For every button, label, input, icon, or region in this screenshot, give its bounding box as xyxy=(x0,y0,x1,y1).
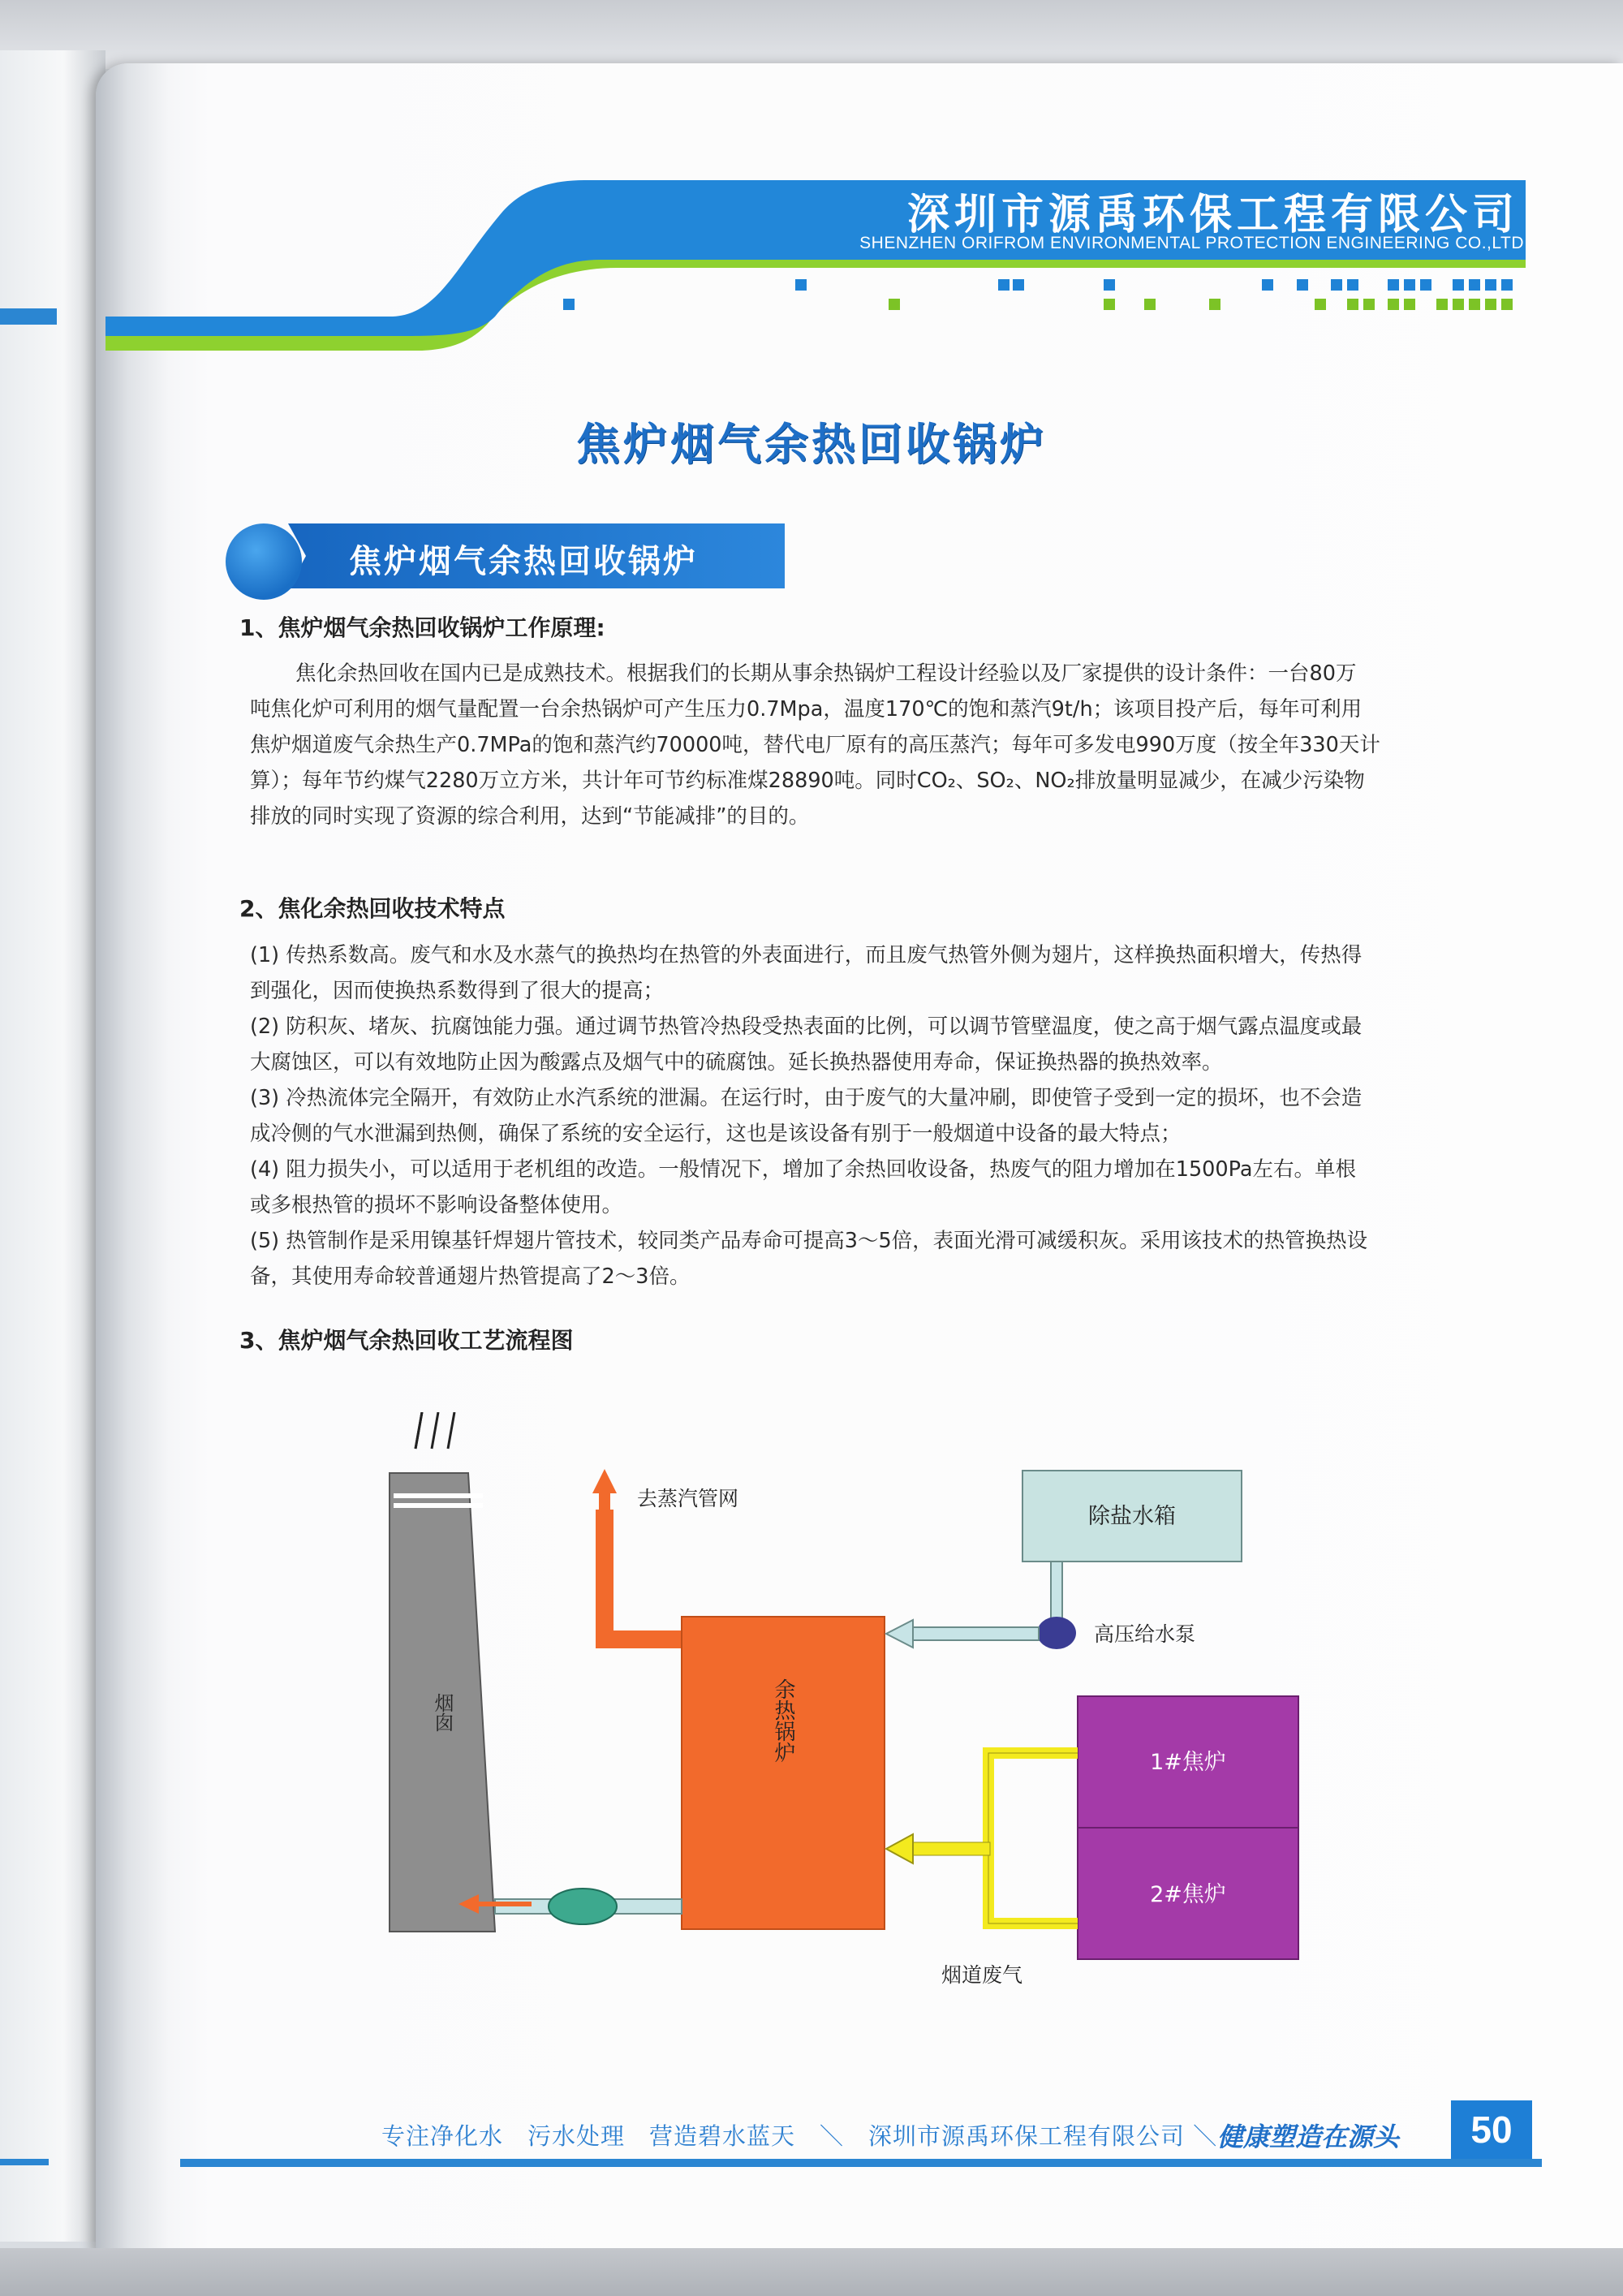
section1-heading: 1、焦炉烟气余热回收锅炉工作原理: xyxy=(239,614,605,641)
section1-line: 吨焦化炉可利用的烟气量配置一台余热锅炉可产生压力0.7Mpa，温度170℃的饱和蒸汽9t/h；该项目投产后，每年可利用 xyxy=(250,697,1363,722)
section2-line: 或多根热管的损坏不影响设备整体使用。 xyxy=(250,1193,623,1217)
scan-border-bottom xyxy=(0,2248,1623,2296)
flue-gas-label: 烟道废气 xyxy=(941,1963,1023,1987)
smoke-lines xyxy=(415,1412,454,1449)
steam-arrow xyxy=(592,1469,617,1493)
section2-line: 成冷侧的气水泄漏到热侧，确保了系统的安全运行，这也是该设备有别于一般烟道中设备的最大特点； xyxy=(250,1122,1182,1146)
water-tank-label: 除盐水箱 xyxy=(1088,1504,1176,1529)
section1-paragraph xyxy=(250,656,1516,834)
section2-line: (3) 冷热流体完全隔开，有效防止水汽系统的泄漏。在运行时，由于废气的大量冲刷，即使管子受到一定的损坏，也不会造 xyxy=(250,1086,1363,1110)
section-banner-circle xyxy=(226,523,302,600)
pump-icon xyxy=(1037,1617,1076,1649)
oven1-label: 1#焦炉 xyxy=(1150,1750,1226,1775)
flue-gas-duct xyxy=(988,1753,1078,1923)
page-title: 焦炉烟气余热回收锅炉 xyxy=(576,419,1047,470)
section-banner-text: 焦炉烟气余热回收锅炉 xyxy=(349,543,698,580)
page-number: 50 xyxy=(1451,2100,1532,2159)
chimney-band xyxy=(394,1503,483,1508)
section2-line: 备，其使用寿命较普通翅片热管提高了2～3倍。 xyxy=(250,1264,691,1289)
section1-line: 排放的同时实现了资源的综合利用，达到“节能减排”的目的。 xyxy=(250,804,810,829)
section2-line: (5) 热管制作是采用镍基钎焊翅片管技术，较同类产品寿命可提高3～5倍，表面光滑可减缓积灰。采用该技术的热管换热设 xyxy=(250,1229,1368,1253)
section2-paragraph xyxy=(250,937,1516,1294)
left-blue-strip-bottom xyxy=(0,2159,49,2165)
flue-gas-arrow xyxy=(886,1834,913,1863)
section2-line: (2) 防积灰、堵灰、抗腐蚀能力强。通过调节热管冷热段受热表面的比例，可以调节管壁温度，使之高于烟气露点温度或最 xyxy=(250,1014,1363,1039)
section2-line: (1) 传热系数高。废气和水及水蒸气的换热均在热管的外表面进行，而且废气热管外侧为翅片，这样换热面积增大，传热得 xyxy=(250,943,1363,967)
footer-text: 专注净化水 污水处理 营造碧水蓝天 ＼ 深圳市源禹环保工程有限公司 ＼ xyxy=(381,2122,1218,2150)
section1-line: 焦炉烟道废气余热生产0.7MPa的饱和蒸汽约70000吨，替代电厂原有的高压蒸汽；每年可多发电990万度（按全年330天计 xyxy=(250,733,1380,757)
section2-line: 大腐蚀区，可以有效地防止因为酸露点及烟气中的硫腐蚀。延长换热器使用寿命，保证换热器的换热效率。 xyxy=(250,1050,1223,1075)
section2-heading: 2、焦化余热回收技术特点 xyxy=(239,895,506,922)
company-name-en: SHENZHEN ORIFROM ENVIRONMENTAL PROTECTION ENGINEERING CO.,LTD xyxy=(859,234,1524,252)
footer-slogan: 健康塑造在源头 xyxy=(1217,2122,1400,2152)
pump-label: 高压给水泵 xyxy=(1094,1622,1196,1646)
section2-line: (4) 阻力损失小，可以适用于老机组的改造。一般情况下，增加了余热回收设备，热废气的阻力增加在1500Pa左右。单根 xyxy=(250,1157,1356,1182)
section1-line: 焦化余热回收在国内已是成熟技术。根据我们的长期从事余热锅炉工程设计经验以及厂家提供的设计条件：一台80万 xyxy=(295,661,1357,686)
page-underlay xyxy=(0,50,105,2242)
scan-border-top xyxy=(0,0,1623,69)
company-name-cn: 深圳市源禹环保工程有限公司 xyxy=(906,192,1519,239)
section3-heading: 3、焦炉烟气余热回收工艺流程图 xyxy=(239,1327,574,1354)
boiler-label: 余热锅炉 xyxy=(771,1678,795,1763)
chimney-label: 烟囱 xyxy=(431,1693,454,1732)
steam-label: 去蒸汽管网 xyxy=(637,1487,739,1510)
waste-heat-boiler xyxy=(682,1617,885,1929)
oven2-label: 2#焦炉 xyxy=(1150,1882,1226,1907)
footer-line xyxy=(180,2159,1542,2167)
section1-line: 算）；每年节约煤气2280万立方米，共计年可节约标准煤28890吨。同时CO₂、SO₂、NO₂排放量明显减少，在减少污染物 xyxy=(250,769,1365,793)
steam-pipe xyxy=(605,1510,682,1639)
fan-icon xyxy=(549,1889,617,1924)
chimney-band xyxy=(394,1493,483,1498)
process-flow-diagram xyxy=(373,1412,1315,1997)
section2-line: 到强化，因而使换热系数得到了很大的提高； xyxy=(250,979,665,1003)
